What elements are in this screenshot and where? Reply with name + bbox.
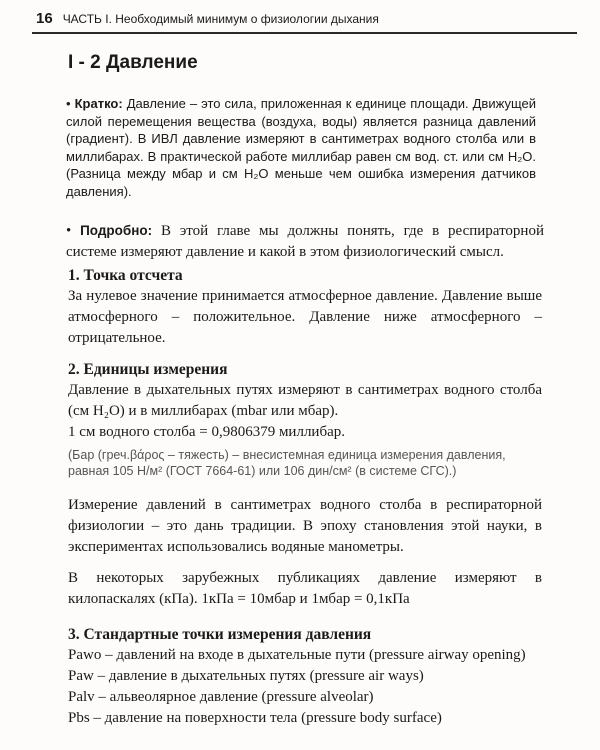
list-item: Palv – альвеолярное давление (pressure alveolar) bbox=[68, 689, 374, 705]
list-item: Pawo – давлений на входе в дыхательные пути (pressure airway opening) bbox=[68, 647, 526, 663]
heading-reference-point: 1. Точка отсчета bbox=[68, 267, 183, 284]
brief-label: Кратко: bbox=[74, 96, 123, 111]
page-number: 16 bbox=[36, 10, 53, 27]
brief-paragraph: • Кратко: Давление – это сила, приложенная к единице площади. Движущей силой перемещения вещества (воздуха, воды) является разница давлений (градиент). В ИВЛ давление измеряют в сантиметрах водного столба или в миллибарах. В практической работе миллибар равен см вод. ст. или см H₂O. (Разница между мбар и см H₂O меньше чем ошибка измерения датчиков давления). bbox=[66, 96, 536, 199]
measurement-points-list bbox=[68, 645, 542, 729]
heading-units: 2. Единицы измерения bbox=[68, 361, 228, 378]
section-title: I - 2 Давление bbox=[68, 52, 198, 73]
running-title: ЧАСТЬ I. Необходимый минимум о физиологии дыхания bbox=[62, 12, 379, 26]
page-header bbox=[36, 10, 576, 27]
bar-note: (Бар (греч.βάρος – тяжесть) – внесистемная единица измерения давления, равная 105 Н/м² (ГОСТ 7664-61) или 106 дин/см² (в системе СГС).) bbox=[68, 448, 506, 478]
heading-measurement-points: 3. Стандартные точки измерения давления bbox=[68, 626, 372, 643]
list-item: Pbs – давление на поверхности тела (pressure body surface) bbox=[68, 710, 442, 726]
header-rule bbox=[32, 32, 577, 34]
list-item: Paw – давление в дыхательных путях (pressure air ways) bbox=[68, 668, 424, 684]
brief-text: Давление – это сила, приложенная к единице площади. Движущей силой перемещения вещества (воздуха, воды) является разница давлений (градиент). В ИВЛ давление измеряют в сантиметрах водного столба или в миллибарах. В практической работе миллибар равен см вод. ст. или см H₂O. (Разница между мбар и см H₂O меньше чем ошибка измерения датчиков давления). bbox=[66, 96, 536, 199]
units-paragraph-3: Измерение давлений в сантиметрах водного столба в респираторной физиологии – это дань традиции. В эпоху становления этой науки, в экспериментах использовались водяные манометры. bbox=[68, 497, 542, 555]
units-paragraph-1: Давление в дыхательных путях измеряют в сантиметрах водного столба (см H₂O) и в миллибарах (mbar или мбар). bbox=[68, 382, 542, 419]
detail-label: Подробно: bbox=[80, 223, 153, 238]
detail-text: В этой главе мы должны понять, где в респираторной системе измеряют давление и какой в этом физиологический смысл. bbox=[66, 223, 544, 260]
units-paragraph-4: В некоторых зарубежных публикациях давление измеряют в килопаскалях (кПа). 1кПа = 10мбар и 1мбар = 0,1кПа bbox=[68, 570, 542, 607]
detail-paragraph: • Подробно: В этой главе мы должны понять, где в респираторной системе измеряют давление и какой в этом физиологический смысл. bbox=[66, 223, 544, 260]
reference-point-text: За нулевое значение принимается атмосферное давление. Давление выше атмосферного – положительное. Давление ниже атмосферного – отрицательное. bbox=[68, 288, 542, 346]
units-conversion: 1 см водного столба = 0,9806379 миллибар. bbox=[68, 424, 345, 440]
article-body bbox=[68, 265, 542, 729]
